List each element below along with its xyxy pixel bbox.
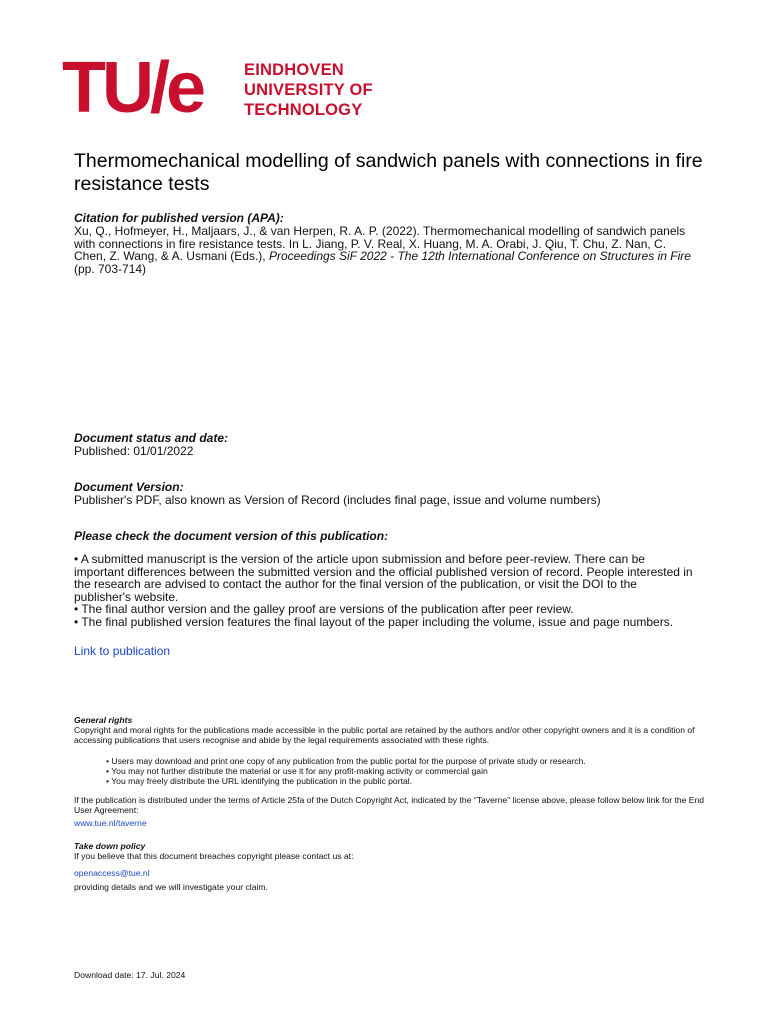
citation-body: Xu, Q., Hofmeyer, H., Maljaars, J., & van Herpen, R. A. P. (2022). Thermomechanical modelling of sandwich panels with connections in fire resistance tests. In L. Jiang, P. V. Real, X. Huang, M. A. Orabi, J. Qiu, T. Chu, Z. Nan, C. Chen, Z. Wang, & A. Usmani (Eds.), bbox=[74, 224, 686, 263]
version-text: Publisher's PDF, also known as Version of Record (includes final page, issue and volume numbers) bbox=[74, 493, 601, 507]
version-section bbox=[74, 481, 694, 507]
status-label: Document status and date: bbox=[74, 431, 229, 445]
general-rights-text: Copyright and moral rights for the publications made accessible in the public portal are retained by the authors and/or other copyright owners and it is a condition of accessing publications that users recognise and abide by the legal requirements associated with these rights. bbox=[74, 725, 695, 745]
download-date: Download date: 17. Jul. 2024 bbox=[74, 970, 186, 980]
bullet-submitted-manuscript: • A submitted manuscript is the version of the article upon submission and before peer-review. There can be important differences between the submitted version and the official published version of record. People interested in the research are advised to contact the author for the final version of the publication, or visit the DOI to the publisher's website. bbox=[74, 552, 693, 604]
university-name-line2: UNIVERSITY OF bbox=[244, 81, 373, 99]
taverne-text: If the publication is distributed under the terms of Article 25fa of the Dutch Copyright Act, indicated by the “Taverne” license above, please follow below link for the End User Agreement: bbox=[74, 795, 705, 815]
email-link[interactable]: openaccess@tue.nl bbox=[74, 868, 150, 878]
university-name bbox=[244, 60, 373, 120]
citation-text bbox=[74, 225, 694, 275]
tue-mark-text: TU/e bbox=[62, 56, 203, 126]
tue-logo-mark bbox=[62, 56, 232, 126]
rights-item: • You may freely distribute the URL identifying the publication in the public portal. bbox=[106, 776, 413, 786]
general-rights-label: General rights bbox=[74, 715, 133, 725]
takedown-section bbox=[74, 842, 724, 861]
takedown-label: Take down policy bbox=[74, 841, 146, 851]
takedown-text: If you believe that this document breaches copyright please contact us at: bbox=[74, 851, 354, 861]
check-version-heading: Please check the document version of this publication: bbox=[74, 529, 389, 543]
rights-item: • Users may download and print one copy of any publication from the public portal for the purpose of private study or research. bbox=[106, 756, 586, 766]
takedown-claim: providing details and we will investigate your claim. bbox=[74, 882, 268, 892]
citation-section bbox=[74, 212, 694, 275]
taverne-link[interactable]: www.tue.nl/taverne bbox=[74, 818, 147, 828]
citation-proceedings: Proceedings SiF 2022 - The 12th International Conference on Structures in Fire bbox=[268, 249, 691, 263]
publication-link[interactable]: Link to publication bbox=[74, 644, 171, 658]
citation-pages: (pp. 703-714) bbox=[74, 261, 147, 276]
university-name-line1: EINDHOVEN bbox=[244, 61, 344, 79]
version-label: Document Version: bbox=[74, 480, 184, 494]
bullet-final-published-version: • The final published version features the final layout of the paper including the volume, issue and page numbers. bbox=[74, 614, 674, 629]
bullet-final-author-version: • The final author version and the galley proof are versions of the publication after peer review. bbox=[74, 602, 574, 616]
rights-item: • You may not further distribute the material or use it for any profit-making activity or commercial gain bbox=[106, 766, 488, 776]
citation-label: Citation for published version (APA): bbox=[74, 211, 284, 225]
status-section bbox=[74, 432, 694, 458]
university-name-line3: TECHNOLOGY bbox=[244, 101, 363, 119]
check-version-bullets bbox=[74, 553, 694, 628]
general-rights-section bbox=[74, 716, 724, 745]
status-text: Published: 01/01/2022 bbox=[74, 444, 194, 458]
rights-list bbox=[106, 756, 726, 786]
university-logo bbox=[62, 56, 392, 126]
document-title: Thermomechanical modelling of sandwich panels with connections in fire resistance tests bbox=[74, 150, 703, 195]
